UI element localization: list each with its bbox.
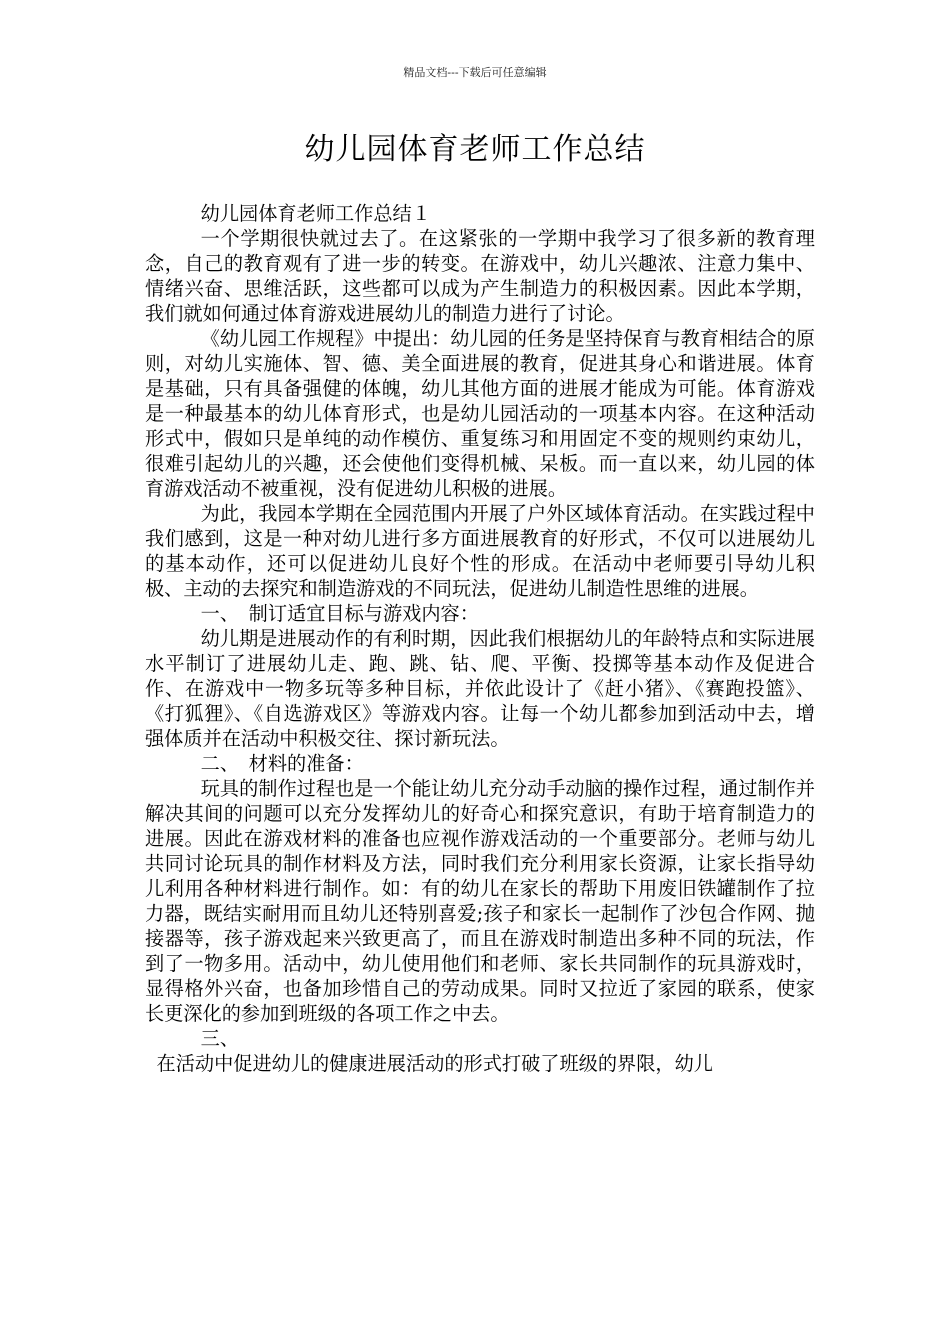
section-subtitle: 幼儿园体育老师工作总结１: [200, 202, 431, 225]
header-note: 精品文档---下载后可任意编辑: [403, 66, 547, 79]
paragraph-materials: 玩具的制作过程也是一个能让幼儿充分动手动脑的操作过程，通过制作并解决其间的问题可以充分发挥幼儿的好奇心和探究意识，有助于培育制造力的进展。因此在游戏材料的准备也应视作游戏活动的一个重要部分。老师与幼儿共同讨论玩具的制作材料及方法，同时我们充分利用家长资源，让家长指导幼儿利用各种材料进行制作。如：有的幼儿在家长的帮助下用废旧铁罐制作了拉力器，既结实耐用而且幼儿还特别喜爱;孩子和家长一起制作了沙包合作网、抛接器等，孩子游戏起来兴致更高了，而且在游戏时制造出多种不同的玩法，作到了一物多用。活动中，幼儿使用他们和老师、家长共同制作的玩具游戏时，显得格外兴奋，也备加珍惜自己的劳动成果。同时又拉近了家园的联系，使家长更深化的参加到班级的各项工作之中去。: [145, 777, 815, 1025]
section-heading-materials: 二、 材料的准备：: [200, 752, 364, 775]
section-heading-three: 三、: [200, 1027, 240, 1050]
paragraph-health: 在活动中促进幼儿的健康进展活动的形式打破了班级的界限，幼儿: [156, 1052, 713, 1075]
document-body: [145, 201, 815, 1076]
paragraph-regulations: 《幼儿园工作规程》中提出：幼儿园的任务是坚持保育与教育相结合的原则，对幼儿实施体、智、德、美全面进展的教育，促进其身心和谐进展。体育是基础，只有具备强健的体魄，幼儿其他方面的进展才能成为可能。体育游戏是一种最基本的幼儿体育形式，也是幼儿园活动的一项基本内容。在这种活动形式中，假如只是单纯的动作模仿、重复练习和用固定不变的规则约束幼儿，很难引起幼儿的兴趣，还会使他们变得机械、呆板。而一直以来，幼儿园的体育游戏活动不被重视，没有促进幼儿积极的进展。: [145, 327, 815, 500]
paragraph-intro: 一个学期很快就过去了。在这紧张的一学期中我学习了很多新的教育理念，自己的教育观有了进一步的转变。在游戏中，幼儿兴趣浓、注意力集中、情绪兴奋、思维活跃，这些都可以成为产生制造力的积极因素。因此本学期，我们就如何通过体育游戏进展幼儿的制造力进行了讨论。: [145, 227, 815, 325]
document-title: 幼儿园体育老师工作总结: [304, 132, 646, 167]
paragraph-outdoor-activities: 为此，我园本学期在全园范围内开展了户外区域体育活动。在实践过程中我们感到，这是一种对幼儿进行多方面进展教育的好形式，不仅可以进展幼儿的基本动作，还可以促进幼儿良好个性的形成。在活动中老师要引导幼儿积极、主动的去探究和制造游戏的不同玩法，促进幼儿制造性思维的进展。: [145, 502, 815, 600]
paragraph-goals: 幼儿期是进展动作的有利时期，因此我们根据幼儿的年龄特点和实际进展水平制订了进展幼儿走、跑、跳、钻、爬、平衡、投掷等基本动作及促进合作、在游戏中一物多玩等多种目标，并依此设计了《赶小猪》、《赛跑投篮》、《打狐狸》、《自选游戏区》等游戏内容。让每一个幼儿都参加到活动中去，增强体质并在活动中积极交往、探讨新玩法。: [145, 627, 815, 750]
section-heading-goals: 一、 制订适宜目标与游戏内容：: [200, 602, 479, 625]
